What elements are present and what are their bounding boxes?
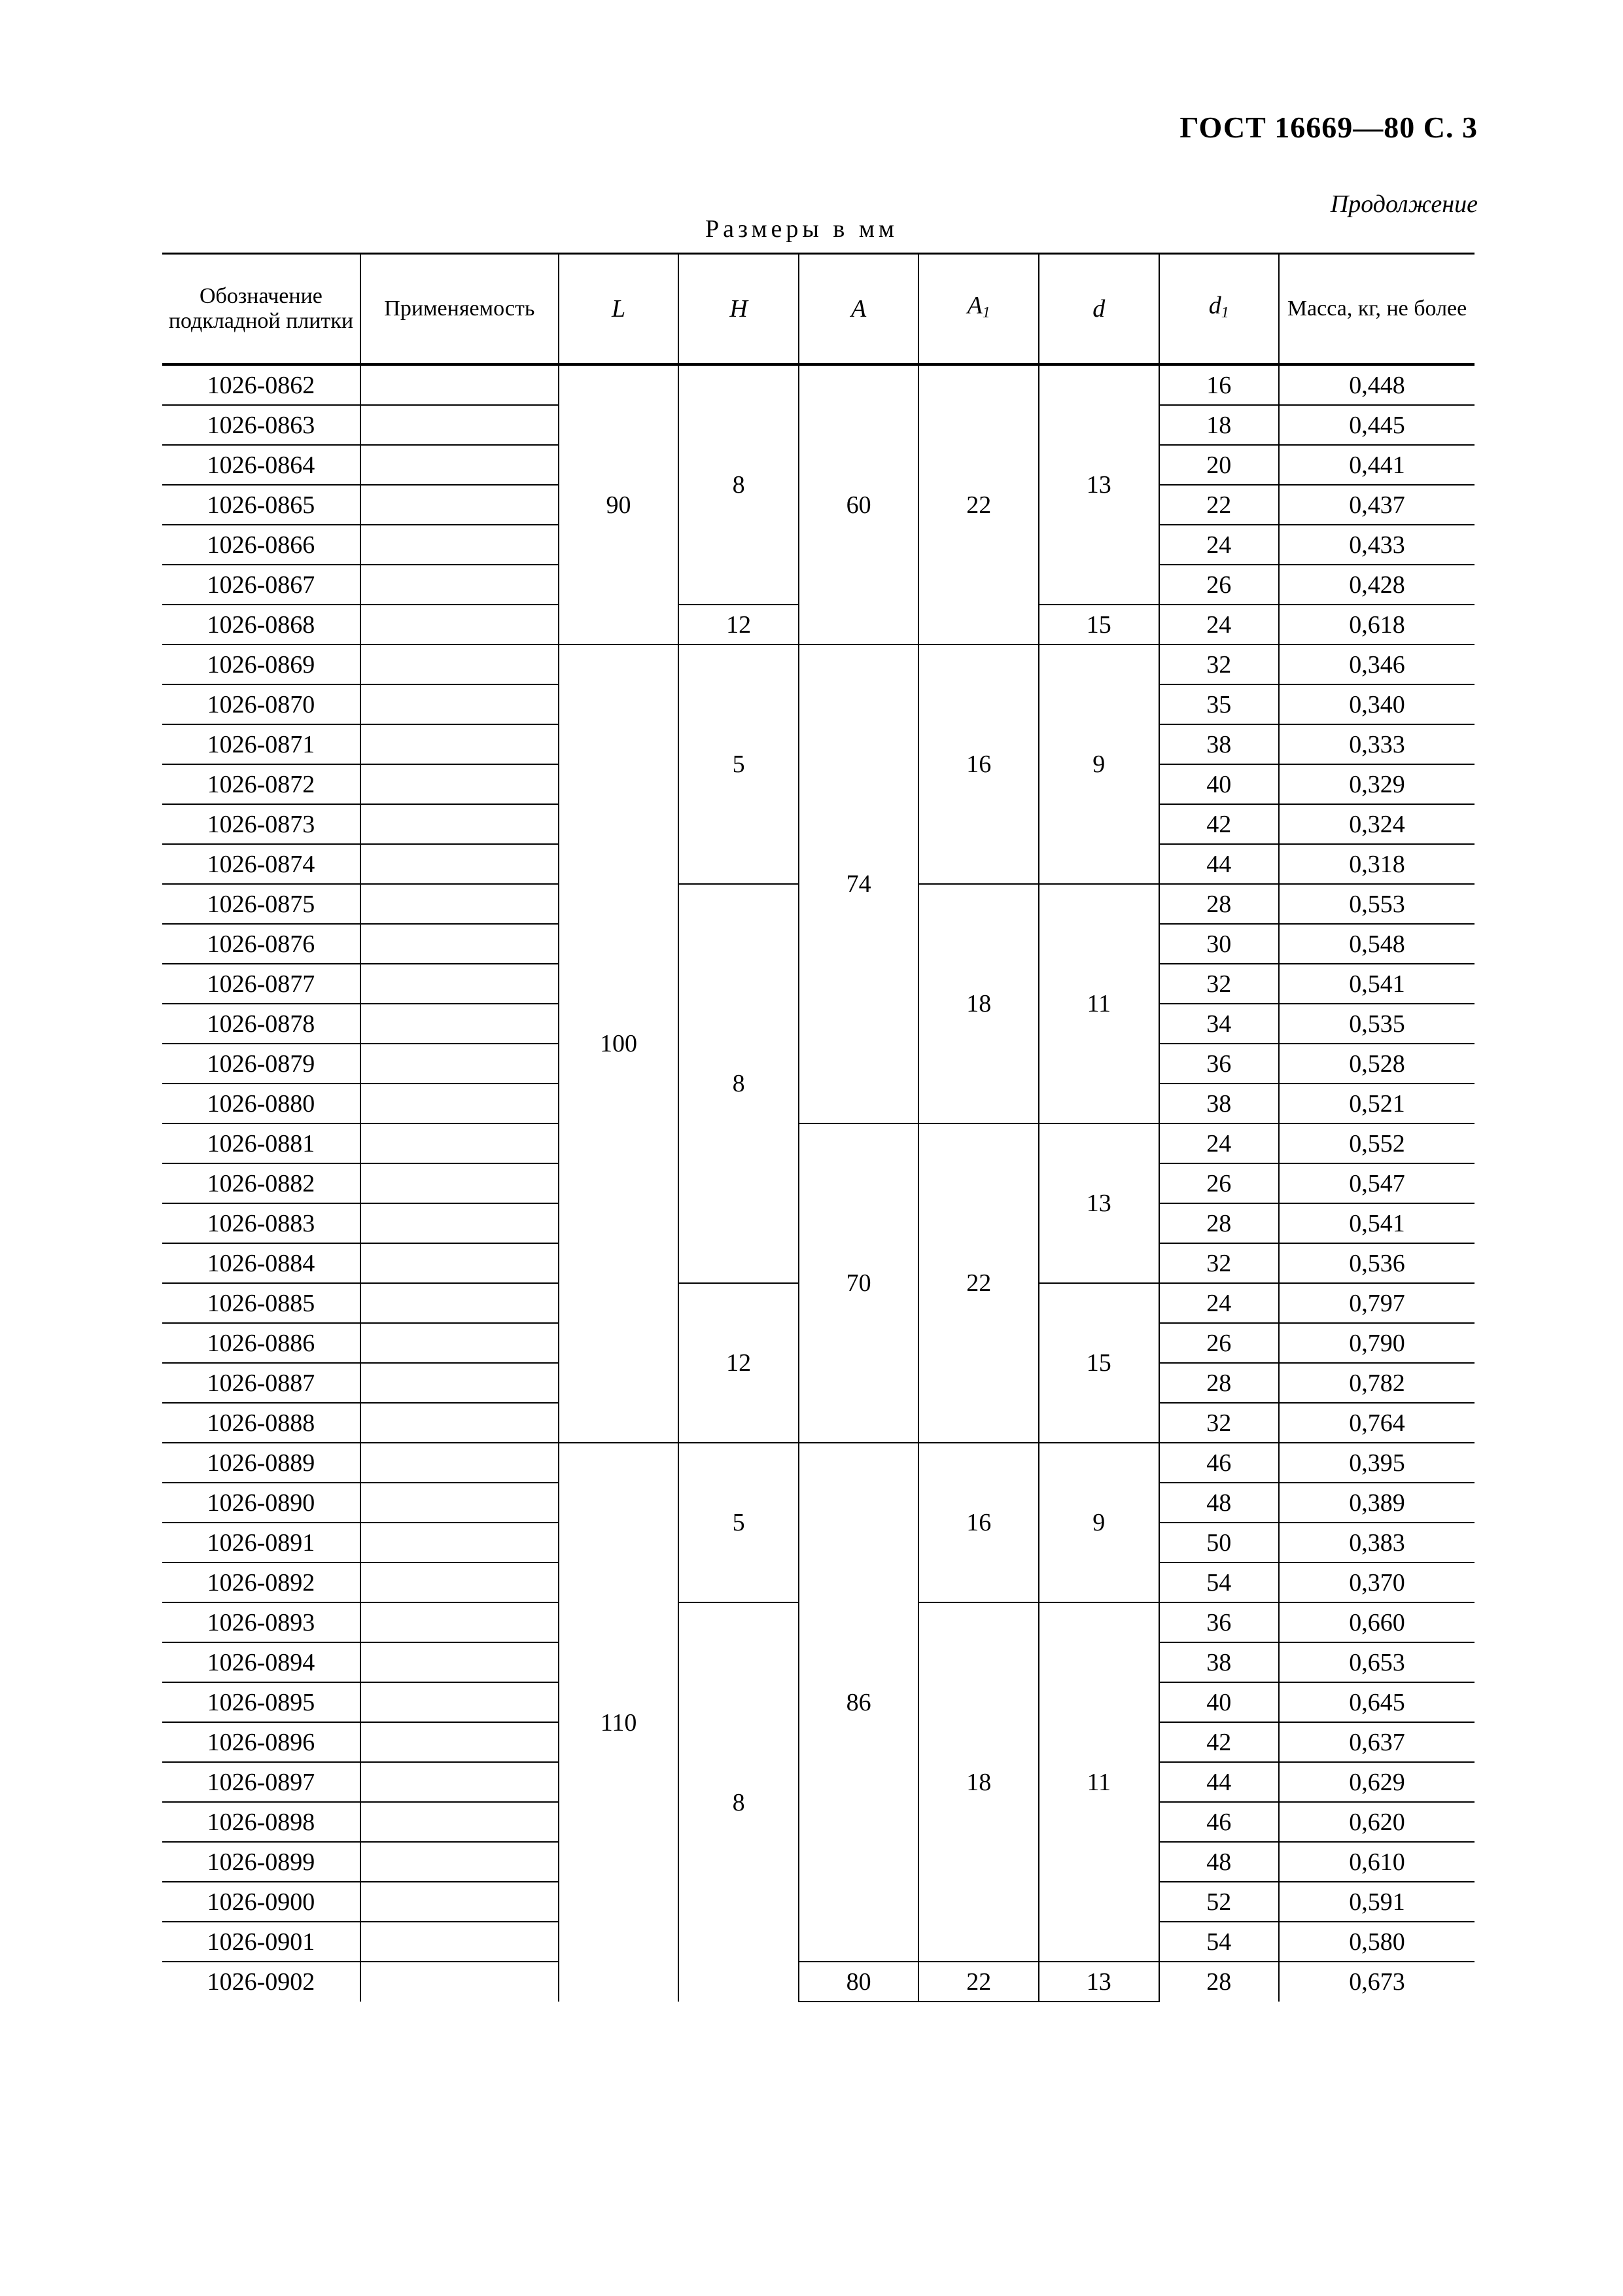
cell-mass: 0,437 (1279, 485, 1475, 525)
cell-d: 9 (1039, 1443, 1159, 1602)
cell-A1: 16 (918, 1443, 1039, 1602)
cell-designation: 1026-0882 (162, 1163, 360, 1203)
cell-d1: 28 (1159, 1363, 1280, 1403)
cell-applicability (360, 804, 559, 844)
cell-mass: 0,541 (1279, 1203, 1475, 1243)
cell-d: 13 (1039, 364, 1159, 605)
cell-d1: 26 (1159, 1323, 1280, 1363)
cell-d1: 32 (1159, 964, 1280, 1004)
table-row (162, 1962, 1475, 2002)
cell-d1: 22 (1159, 485, 1280, 525)
cell-d1: 54 (1159, 1922, 1280, 1962)
cell-mass: 0,521 (1279, 1084, 1475, 1123)
cell-d1: 48 (1159, 1483, 1280, 1523)
cell-d1: 38 (1159, 724, 1280, 764)
cell-applicability (360, 1203, 559, 1243)
cell-designation: 1026-0881 (162, 1123, 360, 1163)
cell-applicability (360, 764, 559, 804)
cell-A: 80 (799, 1962, 919, 2002)
cell-mass: 0,428 (1279, 565, 1475, 605)
cell-d1: 54 (1159, 1563, 1280, 1602)
header-A: A (799, 254, 919, 365)
dimensions-table (162, 253, 1475, 2002)
cell-designation: 1026-0862 (162, 364, 360, 405)
cell-designation: 1026-0871 (162, 724, 360, 764)
cell-d1: 44 (1159, 844, 1280, 884)
cell-H: 8 (678, 1602, 799, 2002)
cell-designation: 1026-0868 (162, 605, 360, 645)
cell-d1: 24 (1159, 1283, 1280, 1323)
cell-A1: 22 (918, 1123, 1039, 1443)
cell-mass: 0,653 (1279, 1642, 1475, 1682)
cell-applicability (360, 1722, 559, 1762)
cell-applicability (360, 1882, 559, 1922)
cell-d1: 40 (1159, 764, 1280, 804)
table-row (162, 1443, 1475, 1483)
cell-applicability (360, 1283, 559, 1323)
page-header: ГОСТ 16669—80 С. 3 (1179, 111, 1478, 144)
cell-d1: 38 (1159, 1084, 1280, 1123)
cell-applicability (360, 1123, 559, 1163)
cell-mass: 0,645 (1279, 1682, 1475, 1722)
cell-applicability (360, 724, 559, 764)
cell-d1: 38 (1159, 1642, 1280, 1682)
cell-d1: 36 (1159, 1602, 1280, 1642)
cell-applicability (360, 565, 559, 605)
cell-H: 8 (678, 884, 799, 1283)
cell-applicability (360, 1004, 559, 1044)
cell-H: 12 (678, 605, 799, 645)
cell-applicability (360, 1363, 559, 1403)
cell-mass: 0,329 (1279, 764, 1475, 804)
cell-d: 15 (1039, 605, 1159, 645)
cell-designation: 1026-0901 (162, 1922, 360, 1962)
cell-A: 86 (799, 1443, 919, 1962)
cell-applicability (360, 964, 559, 1004)
table-body (162, 364, 1475, 2002)
cell-d1: 40 (1159, 1682, 1280, 1722)
cell-d1: 26 (1159, 1163, 1280, 1203)
cell-L: 100 (559, 645, 679, 1443)
continuation-label: Продолжение (1330, 190, 1478, 218)
cell-mass: 0,370 (1279, 1563, 1475, 1602)
cell-applicability (360, 445, 559, 485)
cell-d1: 32 (1159, 1243, 1280, 1283)
cell-d1: 26 (1159, 565, 1280, 605)
cell-L: 90 (559, 364, 679, 645)
cell-designation: 1026-0888 (162, 1403, 360, 1443)
cell-d1: 18 (1159, 405, 1280, 445)
cell-applicability (360, 1642, 559, 1682)
cell-applicability (360, 1044, 559, 1084)
cell-applicability (360, 1443, 559, 1483)
cell-d1: 28 (1159, 1962, 1280, 2002)
cell-designation: 1026-0898 (162, 1802, 360, 1842)
cell-mass: 0,673 (1279, 1962, 1475, 2002)
cell-mass: 0,660 (1279, 1602, 1475, 1642)
cell-designation: 1026-0902 (207, 1968, 315, 1996)
cell-d1: 24 (1159, 525, 1280, 565)
cell-d: 15 (1039, 1283, 1159, 1443)
cell-L: 110 (559, 1443, 679, 2002)
cell-designation: 1026-0891 (162, 1523, 360, 1563)
cell-designation: 1026-0876 (162, 924, 360, 964)
cell-mass: 0,580 (1279, 1922, 1475, 1962)
header-L: L (559, 254, 679, 365)
header-A1-subscript: 1 (982, 304, 990, 321)
cell-designation: 1026-0893 (162, 1602, 360, 1642)
cell-d: 11 (1039, 1602, 1159, 1962)
cell-H: 5 (678, 1443, 799, 1602)
cell-designation: 1026-0887 (162, 1363, 360, 1403)
cell-d1: 48 (1159, 1842, 1280, 1882)
cell-mass: 0,629 (1279, 1762, 1475, 1802)
cell-mass: 0,764 (1279, 1403, 1475, 1443)
cell-d1: 24 (1159, 1123, 1280, 1163)
cell-A1: 18 (918, 884, 1039, 1123)
cell-designation: 1026-0874 (162, 844, 360, 884)
cell-designation: 1026-0866 (162, 525, 360, 565)
cell-mass: 0,528 (1279, 1044, 1475, 1084)
cell-designation: 1026-0873 (162, 804, 360, 844)
cell-H: 12 (678, 1283, 799, 1443)
cell-d: 13 (1039, 1123, 1159, 1283)
cell-d1: 35 (1159, 684, 1280, 724)
cell-mass: 0,535 (1279, 1004, 1475, 1044)
cell-mass: 0,340 (1279, 684, 1475, 724)
cell-mass: 0,389 (1279, 1483, 1475, 1523)
cell-designation: 1026-0883 (162, 1203, 360, 1243)
cell-mass: 0,618 (1279, 605, 1475, 645)
cell-mass: 0,445 (1279, 405, 1475, 445)
cell-mass: 0,797 (1279, 1283, 1475, 1323)
header-d1 (1159, 254, 1280, 365)
cell-mass: 0,383 (1279, 1523, 1475, 1563)
cell-d1: 34 (1159, 1004, 1280, 1044)
cell-d1: 46 (1159, 1443, 1280, 1483)
cell-d1: 50 (1159, 1523, 1280, 1563)
cell-designation: 1026-0880 (162, 1084, 360, 1123)
cell-mass: 0,346 (1279, 645, 1475, 684)
cell-applicability (360, 1962, 559, 2002)
cell-applicability (360, 1243, 559, 1283)
cell-mass: 0,433 (1279, 525, 1475, 565)
cell-mass: 0,552 (1279, 1123, 1475, 1163)
cell-mass: 0,441 (1279, 445, 1475, 485)
cell-mass: 0,790 (1279, 1323, 1475, 1363)
cell-A: 70 (799, 1123, 919, 1443)
cell-applicability (360, 684, 559, 724)
cell-designation: 1026-0879 (162, 1044, 360, 1084)
cell-designation: 1026-0863 (162, 405, 360, 445)
table-header-row (162, 254, 1475, 365)
cell-applicability (360, 1523, 559, 1563)
cell-mass: 0,318 (1279, 844, 1475, 884)
cell-d: 13 (1039, 1962, 1159, 2002)
cell-mass: 0,395 (1279, 1443, 1475, 1483)
cell-applicability (360, 1483, 559, 1523)
cell-mass: 0,591 (1279, 1882, 1475, 1922)
cell-A: 60 (799, 364, 919, 645)
cell-applicability (360, 1762, 559, 1802)
cell-applicability (360, 525, 559, 565)
cell-designation: 1026-0865 (162, 485, 360, 525)
table-row (162, 1123, 1475, 1163)
cell-designation: 1026-0899 (162, 1842, 360, 1882)
cell-mass: 0,541 (1279, 964, 1475, 1004)
cell-designation: 1026-0892 (162, 1563, 360, 1602)
cell-A1: 22 (918, 364, 1039, 645)
cell-applicability (360, 1842, 559, 1882)
cell-mass: 0,547 (1279, 1163, 1475, 1203)
cell-d1: 24 (1159, 605, 1280, 645)
cell-d1: 44 (1159, 1762, 1280, 1802)
cell-designation: 1026-0884 (162, 1243, 360, 1283)
cell-designation: 1026-0877 (162, 964, 360, 1004)
cell-d1: 42 (1159, 804, 1280, 844)
cell-H: 5 (678, 645, 799, 884)
cell-applicability (360, 1682, 559, 1722)
cell-d1: 28 (1159, 1203, 1280, 1243)
cell-applicability (360, 844, 559, 884)
cell-A1: 16 (918, 645, 1039, 884)
cell-mass: 0,548 (1279, 924, 1475, 964)
cell-mass: 0,448 (1279, 364, 1475, 405)
cell-d1: 30 (1159, 924, 1280, 964)
cell-designation: 1026-0870 (162, 684, 360, 724)
cell-d1: 32 (1159, 645, 1280, 684)
cell-d1: 46 (1159, 1802, 1280, 1842)
cell-applicability (360, 485, 559, 525)
cell-applicability (360, 364, 559, 405)
header-A1-symbol: A (967, 291, 983, 319)
cell-designation: 1026-0897 (162, 1762, 360, 1802)
table-row (162, 364, 1475, 405)
cell-mass: 0,782 (1279, 1363, 1475, 1403)
cell-applicability (360, 1323, 559, 1363)
header-H: H (678, 254, 799, 365)
dimensions-note: Размеры в мм (705, 215, 898, 243)
cell-applicability (360, 1163, 559, 1203)
cell-applicability (360, 1403, 559, 1443)
header-d1-subscript: 1 (1221, 304, 1229, 321)
cell-H: 8 (678, 364, 799, 605)
header-A1 (918, 254, 1039, 365)
cell-d1: 36 (1159, 1044, 1280, 1084)
cell-applicability (360, 924, 559, 964)
cell-designation: 1026-0889 (162, 1443, 360, 1483)
cell-designation: 1026-0867 (162, 565, 360, 605)
header-mass: Масса, кг, не более (1279, 254, 1475, 365)
cell-designation: 1026-0878 (162, 1004, 360, 1044)
cell-mass: 0,620 (1279, 1802, 1475, 1842)
cell-applicability (360, 1084, 559, 1123)
cell-mass: 0,333 (1279, 724, 1475, 764)
cell-applicability (360, 1802, 559, 1842)
cell-designation: 1026-0894 (162, 1642, 360, 1682)
cell-designation: 1026-0869 (162, 645, 360, 684)
cell-applicability (360, 405, 559, 445)
header-applicability: Применяемость (360, 254, 559, 365)
cell-d1: 28 (1159, 884, 1280, 924)
cell-applicability (360, 605, 559, 645)
header-d1-symbol: d (1208, 291, 1221, 319)
cell-designation: 1026-0872 (162, 764, 360, 804)
cell-applicability (360, 884, 559, 924)
cell-d1: 16 (1159, 364, 1280, 405)
cell-applicability (360, 1922, 559, 1962)
cell-designation: 1026-0885 (162, 1283, 360, 1323)
cell-A1: 22 (918, 1962, 1039, 2002)
cell-designation: 1026-0900 (162, 1882, 360, 1922)
cell-mass: 0,637 (1279, 1722, 1475, 1762)
cell-designation: 1026-0895 (162, 1682, 360, 1722)
header-d: d (1039, 254, 1159, 365)
cell-d1: 42 (1159, 1722, 1280, 1762)
cell-applicability (360, 1602, 559, 1642)
cell-d1: 32 (1159, 1403, 1280, 1443)
cell-applicability (360, 1563, 559, 1602)
cell-designation: 1026-0864 (162, 445, 360, 485)
cell-mass: 0,610 (1279, 1842, 1475, 1882)
cell-d: 9 (1039, 645, 1159, 884)
cell-A1: 18 (918, 1602, 1039, 1962)
cell-A: 74 (799, 645, 919, 1123)
cell-d: 11 (1039, 884, 1159, 1123)
cell-designation: 1026-0875 (162, 884, 360, 924)
cell-mass: 0,536 (1279, 1243, 1475, 1283)
header-designation: Обозначение подкладной плитки (162, 254, 360, 365)
cell-designation: 1026-0886 (162, 1323, 360, 1363)
cell-d1: 20 (1159, 445, 1280, 485)
cell-d1: 52 (1159, 1882, 1280, 1922)
cell-applicability (360, 645, 559, 684)
cell-mass: 0,324 (1279, 804, 1475, 844)
cell-mass: 0,553 (1279, 884, 1475, 924)
cell-designation: 1026-0890 (162, 1483, 360, 1523)
table-row (162, 645, 1475, 684)
cell-designation: 1026-0896 (162, 1722, 360, 1762)
